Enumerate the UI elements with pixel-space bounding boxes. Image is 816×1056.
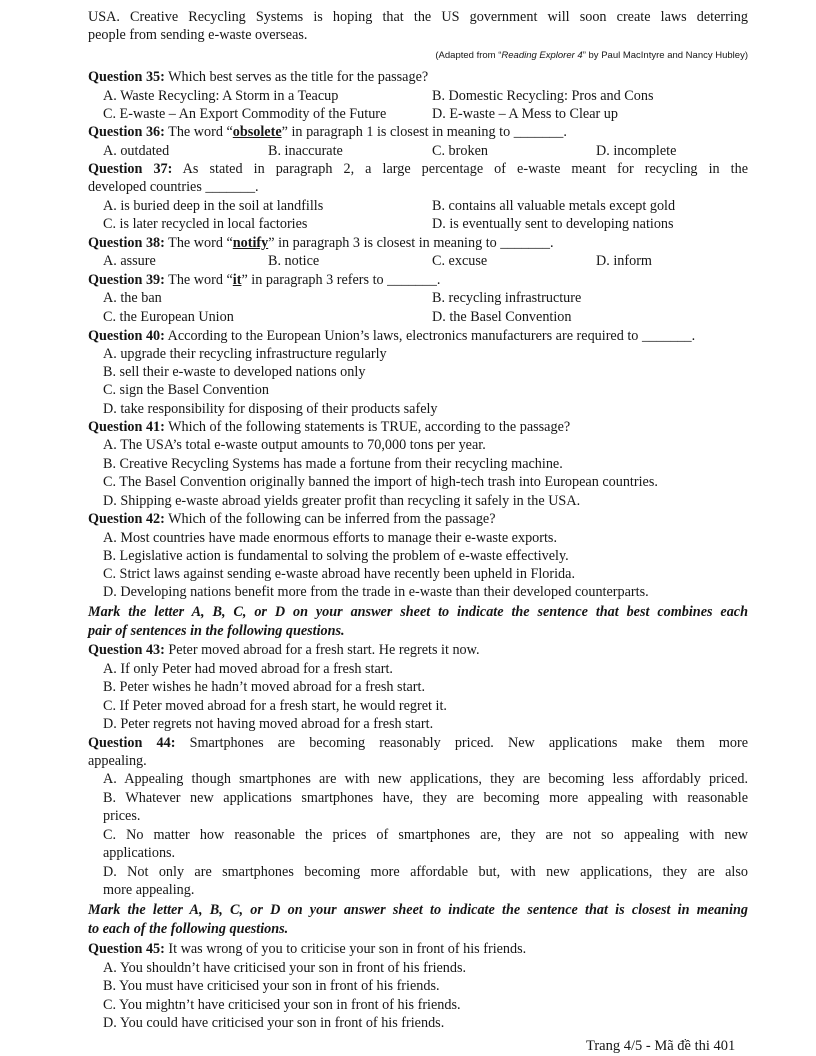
q39-option-c[interactable]: C. the European Union xyxy=(103,309,234,325)
passage-line-2: people from sending e-waste overseas. xyxy=(88,27,308,43)
q40-option-a[interactable]: A. upgrade their recycling infrastructure regularly xyxy=(103,346,387,362)
q44-option-b-cont[interactable]: prices. xyxy=(103,808,141,824)
q36-option-d[interactable]: D. incomplete xyxy=(596,143,677,159)
q40-option-c[interactable]: C. sign the Basel Convention xyxy=(103,382,269,398)
q41-option-d[interactable]: D. Shipping e-waste abroad yields greater profit than recycling it safely in the USA. xyxy=(103,493,581,509)
instruction-closest-2: to each of the following questions. xyxy=(88,921,289,937)
q39-option-b[interactable]: B. recycling infrastructure xyxy=(432,290,582,306)
question-39: Question 39: The word “it” in paragraph 3 refers to _______. xyxy=(88,272,441,288)
question-43: Question 43: Peter moved abroad for a fresh start. He regrets it now. xyxy=(88,642,480,658)
q40-option-d[interactable]: D. take responsibility for disposing of their products safely xyxy=(103,401,438,417)
q37-option-b[interactable]: B. contains all valuable metals except gold xyxy=(432,198,676,214)
q35-option-c[interactable]: C. E-waste – An Export Commodity of the Future xyxy=(103,106,387,122)
q36-option-a[interactable]: A. outdated xyxy=(103,143,170,159)
q44-option-c[interactable]: C. No matter how reasonable the prices of smartphones are, they are not so appealing with new xyxy=(103,827,748,843)
q38-option-a[interactable]: A. assure xyxy=(103,253,156,269)
question-44-cont: appealing. xyxy=(88,753,147,769)
q45-option-c[interactable]: C. You mightn’t have criticised your son in front of his friends. xyxy=(103,997,461,1013)
question-36: Question 36: The word “obsolete” in paragraph 1 is closest in meaning to _______. xyxy=(88,124,567,140)
q36-option-c[interactable]: C. broken xyxy=(432,143,488,159)
q42-option-d[interactable]: D. Developing nations benefit more from the trade in e-waste than their developed counterparts. xyxy=(103,584,649,600)
source-citation: (Adapted from “Reading Explorer 4” by Paul MacIntyre and Nancy Hubley) xyxy=(435,50,748,61)
question-41: Question 41: Which of the following statements is TRUE, according to the passage? xyxy=(88,419,571,435)
q41-option-a[interactable]: A. The USA’s total e-waste output amounts to 70,000 tons per year. xyxy=(103,437,486,453)
q44-option-d-cont[interactable]: more appealing. xyxy=(103,882,195,898)
q45-option-d[interactable]: D. You could have criticised your son in front of his friends. xyxy=(103,1015,445,1031)
q44-option-a[interactable]: A. Appealing though smartphones are with new applications, they are becoming less affordably priced. xyxy=(103,771,748,787)
q35-option-d[interactable]: D. E-waste – A Mess to Clear up xyxy=(432,106,618,122)
q38-option-b[interactable]: B. notice xyxy=(268,253,320,269)
q38-option-c[interactable]: C. excuse xyxy=(432,253,488,269)
q40-option-b[interactable]: B. sell their e-waste to developed nations only xyxy=(103,364,366,380)
q39-option-d[interactable]: D. the Basel Convention xyxy=(432,309,572,325)
q37-option-d[interactable]: D. is eventually sent to developing nations xyxy=(432,216,674,232)
instruction-combine-2: pair of sentences in the following questions. xyxy=(88,623,345,639)
question-37-cont: developed countries _______. xyxy=(88,179,259,195)
q43-option-c[interactable]: C. If Peter moved abroad for a fresh start, he would regret it. xyxy=(103,698,447,714)
question-40: Question 40: According to the European Union’s laws, electronics manufacturers are required to _______. xyxy=(88,328,696,344)
q41-option-c[interactable]: C. The Basel Convention originally banned the import of high-tech trash into European countries. xyxy=(103,474,658,490)
q43-option-b[interactable]: B. Peter wishes he hadn’t moved abroad for a fresh start. xyxy=(103,679,426,695)
q41-option-b[interactable]: B. Creative Recycling Systems has made a fortune from their recycling machine. xyxy=(103,456,563,472)
question-45: Question 45: It was wrong of you to criticise your son in front of his friends. xyxy=(88,941,527,957)
question-38: Question 38: The word “notify” in paragraph 3 is closest in meaning to _______. xyxy=(88,235,554,251)
question-35: Question 35: Which best serves as the title for the passage? xyxy=(88,69,429,85)
question-42: Question 42: Which of the following can be inferred from the passage? xyxy=(88,511,496,527)
q42-option-b[interactable]: B. Legislative action is fundamental to solving the problem of e-waste effectively. xyxy=(103,548,569,564)
q42-option-c[interactable]: C. Strict laws against sending e-waste abroad have recently been upheld in Florida. xyxy=(103,566,575,582)
passage-line-1: USA. Creative Recycling Systems is hoping that the US government will soon create laws deterring xyxy=(88,9,748,25)
q38-option-d[interactable]: D. inform xyxy=(596,253,652,269)
q36-option-b[interactable]: B. inaccurate xyxy=(268,143,343,159)
q44-option-d[interactable]: D. Not only are smartphones becoming more affordable but, with new applications, they are also xyxy=(103,864,748,880)
page-footer: Trang 4/5 - Mã đề thi 401 xyxy=(586,1038,736,1054)
q44-option-c-cont[interactable]: applications. xyxy=(103,845,176,861)
q35-option-b[interactable]: B. Domestic Recycling: Pros and Cons xyxy=(432,88,654,104)
question-37: Question 37: As stated in paragraph 2, a large percentage of e-waste meant for recycling in the xyxy=(88,161,749,177)
q45-option-b[interactable]: B. You must have criticised your son in front of his friends. xyxy=(103,978,440,994)
instruction-combine-1: Mark the letter A, B, C, or D on your answer sheet to indicate the sentence that best combines each xyxy=(88,604,748,620)
q39-option-a[interactable]: A. the ban xyxy=(103,290,162,306)
question-44: Question 44: Smartphones are becoming reasonably priced. New applications make them more xyxy=(88,735,749,751)
q44-option-b[interactable]: B. Whatever new applications smartphones have, they are becoming more appealing with reasonable xyxy=(103,790,748,806)
instruction-closest-1: Mark the letter A, B, C, or D on your answer sheet to indicate the sentence that is closest in meaning xyxy=(88,902,748,918)
q37-option-c[interactable]: C. is later recycled in local factories xyxy=(103,216,308,232)
q35-option-a[interactable]: A. Waste Recycling: A Storm in a Teacup xyxy=(103,88,339,104)
q37-option-a[interactable]: A. is buried deep in the soil at landfills xyxy=(103,198,324,214)
q43-option-a[interactable]: A. If only Peter had moved abroad for a fresh start. xyxy=(103,661,393,677)
q42-option-a[interactable]: A. Most countries have made enormous efforts to manage their e-waste exports. xyxy=(103,530,557,546)
q43-option-d[interactable]: D. Peter regrets not having moved abroad for a fresh start. xyxy=(103,716,434,732)
q45-option-a[interactable]: A. You shouldn’t have criticised your son in front of his friends. xyxy=(103,960,467,976)
